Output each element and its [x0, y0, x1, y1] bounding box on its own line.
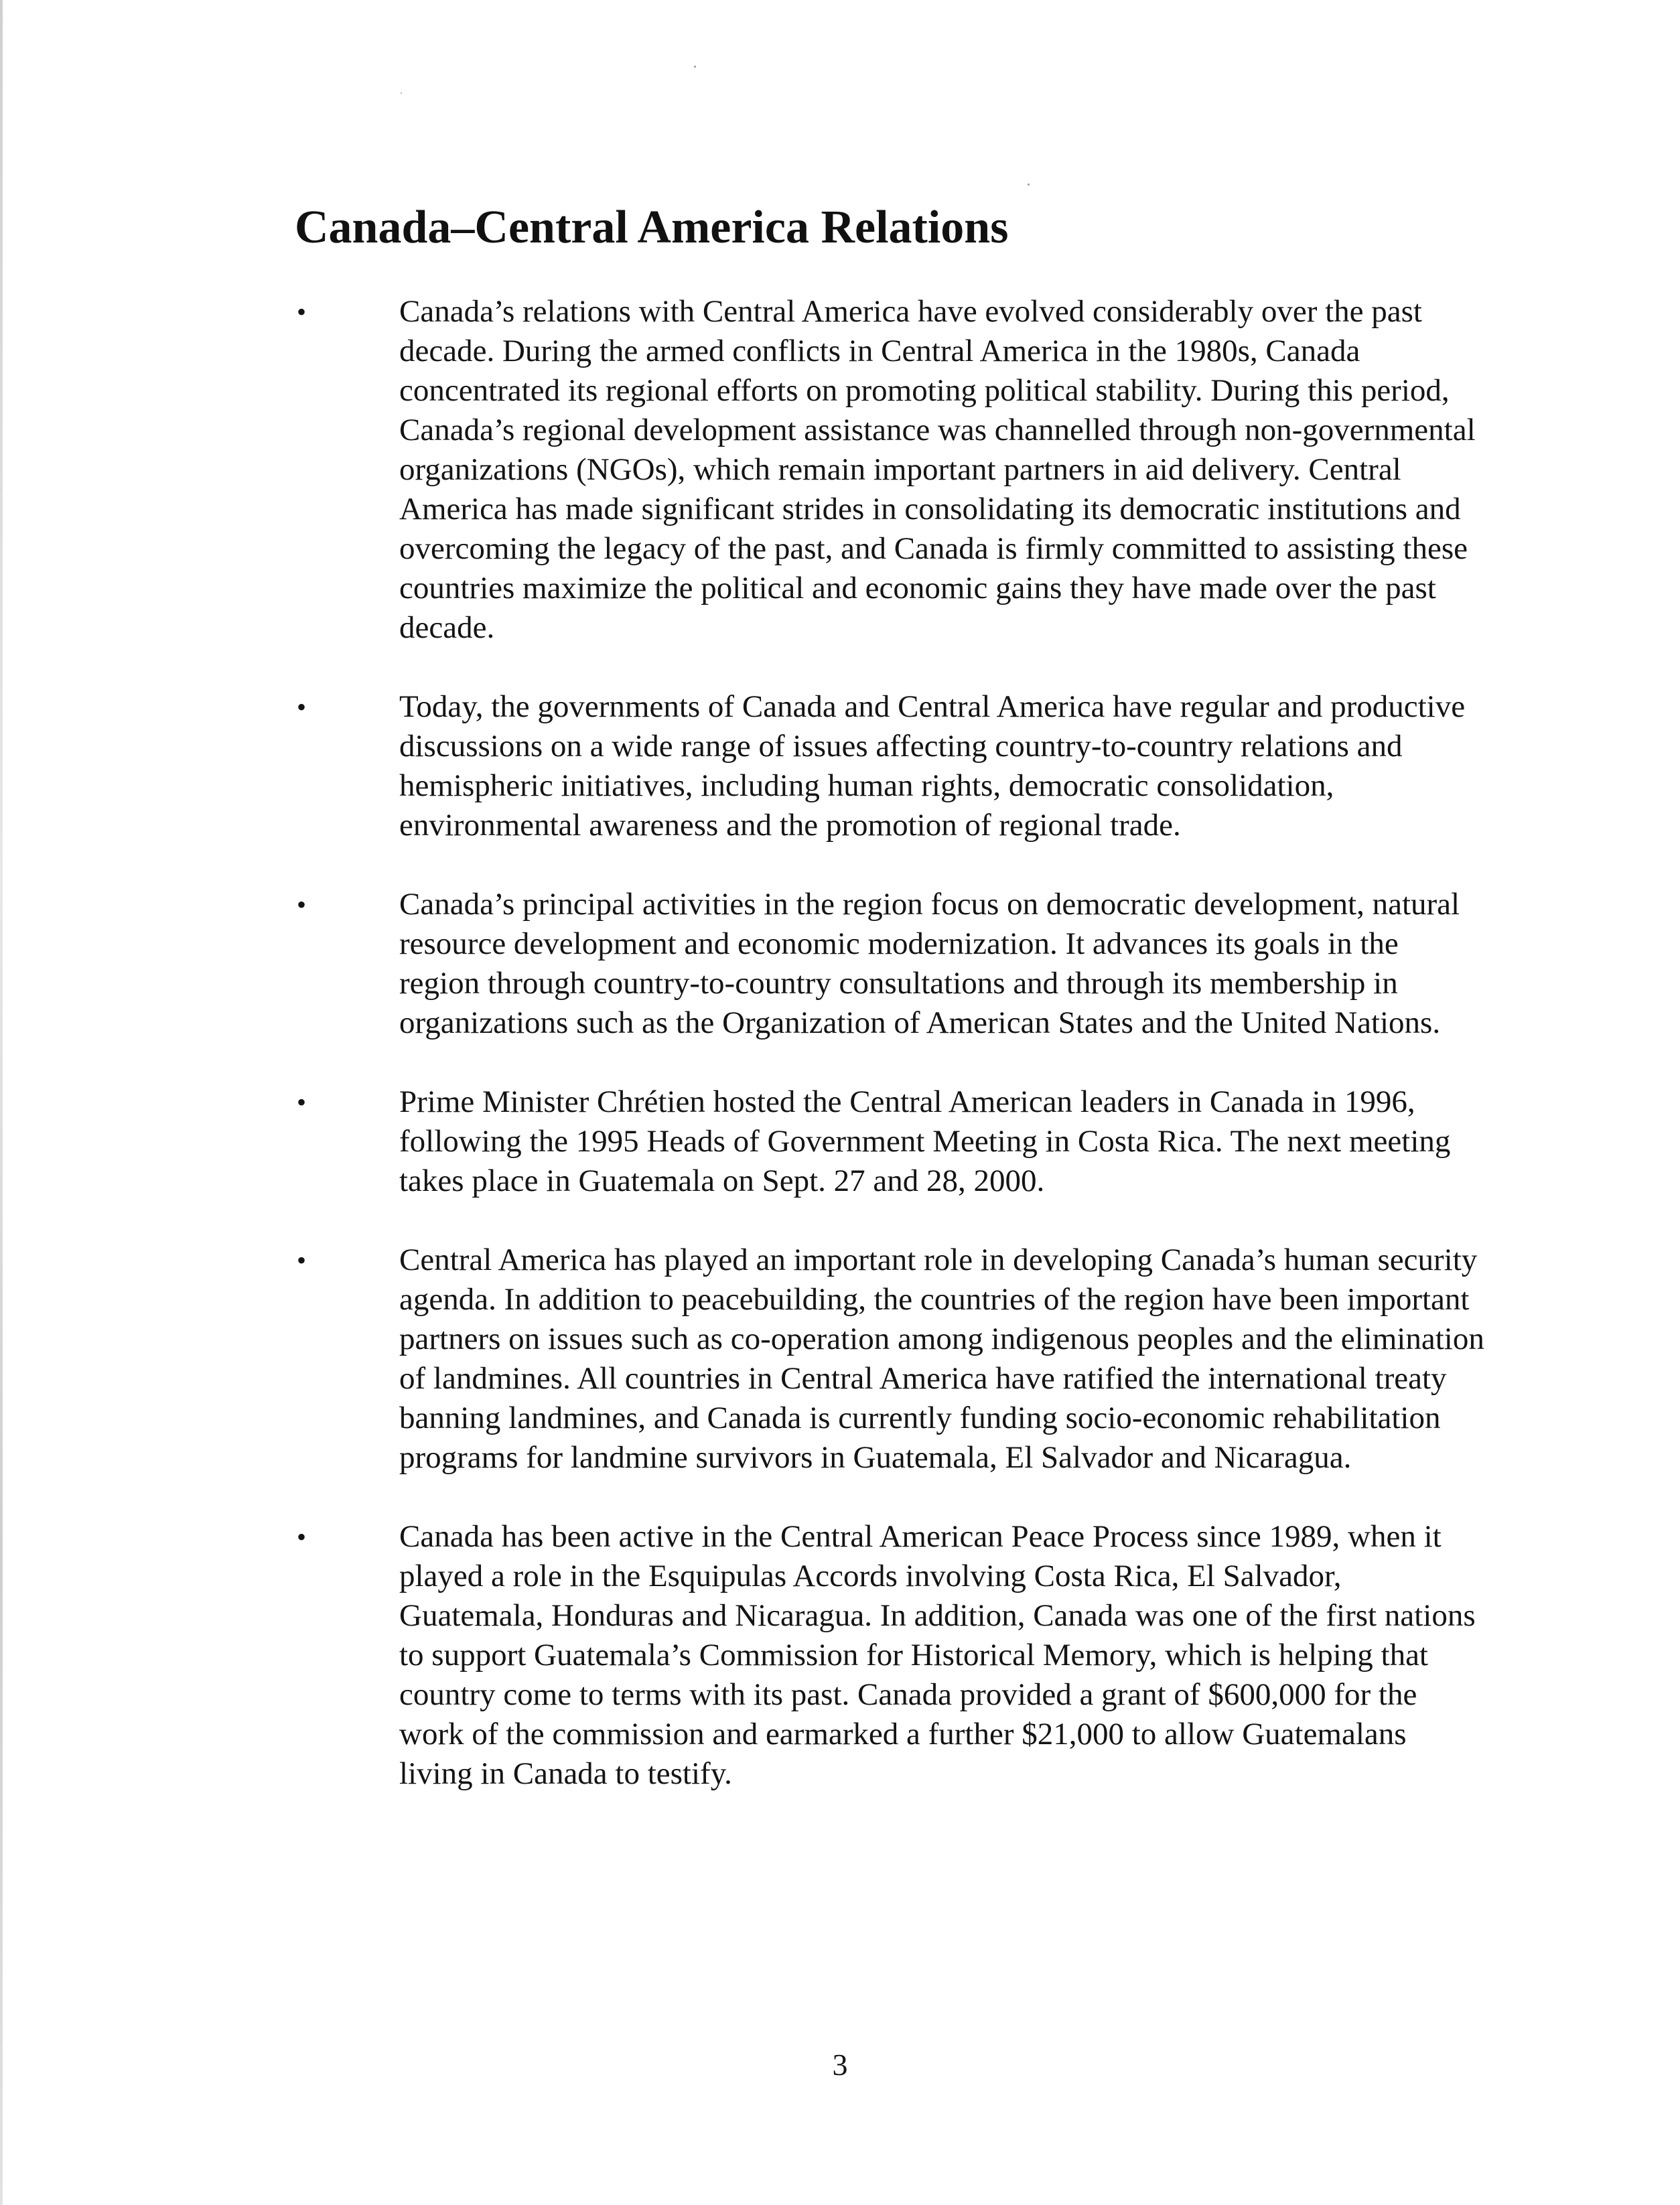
bullet-item — [295, 1082, 1451, 1201]
bullet-item — [295, 687, 1466, 845]
bullet-icon: • — [296, 1245, 306, 1275]
bullet-icon: • — [296, 297, 306, 327]
scan-speck — [694, 66, 696, 68]
bullet-icon: • — [296, 890, 306, 920]
bullet-icon: • — [296, 1522, 306, 1552]
bullet-item — [295, 292, 1476, 648]
page-number: 3 — [832, 2048, 848, 2082]
bullet-paragraph: Canada’s principal activities in the region focus on democratic development, natural resource development and economic modernization. It advances its goals in the region through country-to-country consultations and through its membership in organizations such as the Organization of American States and the United Nations. — [399, 887, 1460, 1040]
page-title: Canada–Central America Relations — [295, 202, 1009, 253]
bullet-item — [295, 1240, 1484, 1478]
bullet-list — [295, 292, 1484, 1833]
bullet-paragraph: Today, the governments of Canada and Central America have regular and productive discussions on a wide range of issues affecting country-to-country relations and hemispheric initiatives, including human rights, democratic consolidation, environmental awareness and the promotion of regional trade. — [399, 689, 1466, 843]
bullet-paragraph: Canada has been active in the Central American Peace Process since 1989, when it played a role in the Esquipulas Accords involving Costa Rica, El Salvador, Guatemala, Honduras and Nicaragua. In addition, Canada was one of the first nations to support Guatemala’s Commission for Historical Memory, which is helping that country come to terms with its past. Canada provided a grant of $600,000 for the work of the commission and earmarked a further $21,000 to allow Guatemalans living in Canada to testify. — [399, 1519, 1476, 1791]
scan-speck — [1028, 184, 1030, 186]
bullet-icon: • — [296, 692, 306, 722]
scan-left-edge — [0, 0, 3, 2205]
bullet-item — [295, 885, 1460, 1043]
bullet-item — [295, 1517, 1476, 1794]
bullet-paragraph: Prime Minister Chrétien hosted the Central American leaders in Canada in 1996, following the 1995 Heads of Government Meeting in Costa Rica. The next meeting takes place in Guatemala on Sept. 27 and 28, 2000. — [399, 1084, 1451, 1198]
bullet-paragraph: Central America has played an important role in developing Canada’s human security agenda. In addition to peacebuilding, the countries of the region have been important partners on issues such as co-operation among indigenous peoples and the elimination of landmines. All countries in Central America have ratified the international treaty banning landmines, and Canada is currently funding socio-economic rehabilitation programs for landmine survivors in Guatemala, El Salvador and Nicaragua. — [399, 1242, 1484, 1475]
bullet-icon: • — [296, 1087, 306, 1117]
scan-speck — [401, 92, 402, 94]
bullet-paragraph: Canada’s relations with Central America have evolved considerably over the past decade. During the armed conflicts in Central America in the 1980s, Canada concentrated its regional efforts on promoting political stability. During this period, Canada’s regional development assistance was channelled through non-governmental organizations (NGOs), which remain important partners in aid delivery. Central America has made significant strides in consolidating its democratic institutions and overcoming the legacy of the past, and Canada is firmly committed to assisting these countries maximize the political and economic gains they have made over the past decade. — [399, 294, 1476, 645]
